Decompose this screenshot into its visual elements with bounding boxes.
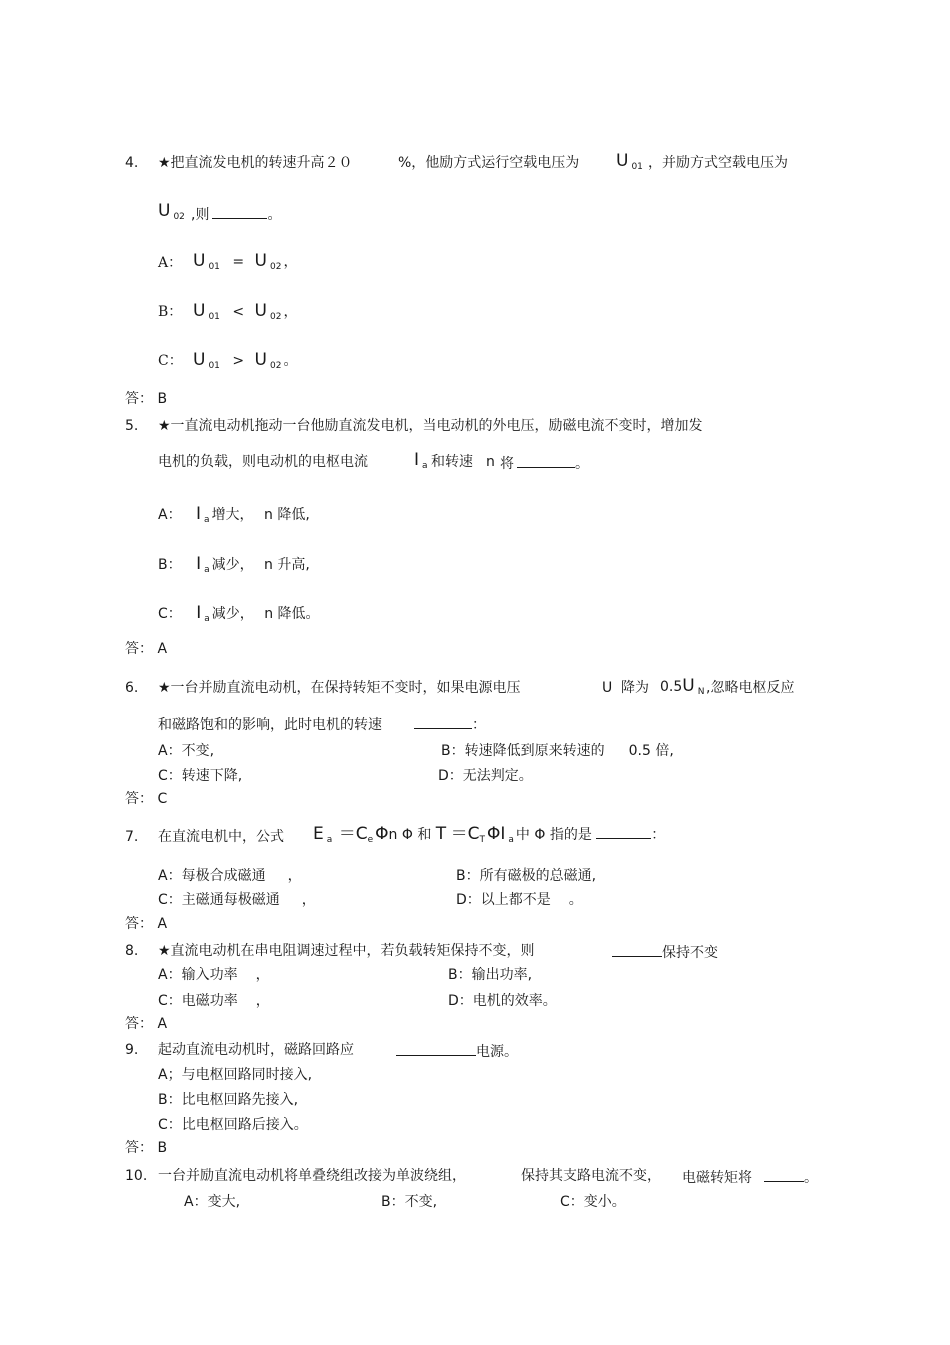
q6-stem-line1: ★一台并励直流电动机，在保持转矩不变时，如果电源电压	[158, 680, 521, 696]
q4-option-c: U $_{01}$ > U $_{02}$ 。	[193, 350, 298, 371]
q6-stem-line2: 和磁路饱和的影响，此时电机的转速 ：	[158, 717, 486, 733]
q4-u01: U $_{01}$	[616, 151, 643, 172]
q6-option-c: C：转速下降,	[158, 768, 243, 784]
q5-stem-line1: ★一直流电动机拖动一台他励直流发电机，当电动机的外电压，励磁电流不变时，增加发	[158, 418, 703, 434]
q6-number: 6.	[125, 680, 139, 696]
q7-answer: 答： A	[125, 916, 168, 932]
q9-number: 9.	[125, 1042, 139, 1058]
q4-option-b: U $_{01}$ < U $_{02}$ ，	[193, 301, 298, 322]
q9-answer: 答： B	[125, 1140, 168, 1156]
q5-answer: 答： A	[125, 641, 168, 657]
q4-number: 4.	[125, 155, 139, 171]
q8-option-d: D：电机的效率。	[448, 993, 557, 1009]
q4-option-a-label: A：	[158, 255, 183, 271]
q10-stem-part2: 保持其支路电流不变，	[521, 1168, 661, 1184]
q8-number: 8.	[125, 943, 139, 959]
q10-number: 10.	[125, 1168, 148, 1184]
q9-option-a: A；与电枢回路同时接入,	[158, 1067, 313, 1083]
q7-number: 7.	[125, 829, 139, 845]
q8-option-b: B：输出功率,	[448, 967, 533, 983]
q6-option-b: B：转速降低到原来转速的 0.5 倍,	[441, 743, 674, 759]
q6-answer: 答： C	[125, 791, 168, 807]
q5-stem-line2a: 电机的负载，则电动机的电枢电流	[158, 454, 368, 470]
q5-number: 5.	[125, 418, 139, 434]
q5-ia: I $_a$	[414, 450, 428, 471]
q6-half-un: 0.5U $_N$	[660, 676, 705, 697]
q4-stem-pct: %，他励方式运行空载电压为	[398, 155, 580, 171]
q8-stem-line1-end: 保持不变	[612, 944, 718, 960]
q7-option-d: D：以上都不是 。	[456, 892, 583, 908]
q9-stem-line1: 起动直流电动机时，磁路回路应	[158, 1042, 354, 1058]
q6-stem-mid: 降为	[621, 680, 649, 696]
q4-stem-line1-end: ，并励方式空载电压为	[648, 155, 788, 171]
q8-answer: 答： A	[125, 1016, 168, 1032]
q4-stem-line1: ★把直流发电机的转速升高２０	[158, 155, 353, 171]
q7-formula: E $_a =C_e$ Φn Φ 和 $T =C_T$ ΦI $_a$ 中 Φ 指的是 ：	[313, 824, 666, 845]
q6-option-a: A：不变,	[158, 743, 215, 759]
q5-stem-line2c: 将 。	[500, 456, 589, 472]
q8-option-a: A：输入功率 ，	[158, 967, 270, 983]
q5-option-a: A： I $_a$ 增大， n 降低,	[158, 504, 310, 525]
q5-option-b: B： I $_a$ 减少， n 升高,	[158, 554, 310, 575]
q10-option-c: C：变小。	[560, 1194, 626, 1210]
q7-option-a: A：每极合成磁通 ，	[158, 868, 302, 884]
q4-u02: U $_{02}$	[158, 201, 185, 222]
q9-stem-line1-end: 电源。	[396, 1043, 518, 1059]
q4-answer: 答： B	[125, 391, 168, 407]
q9-option-b: B：比电枢回路先接入,	[158, 1092, 299, 1108]
q8-stem-line1: ★直流电动机在串电阻调速过程中，若负载转矩保持不变，则	[158, 943, 535, 959]
q10-stem-part1: 一台并励直流电动机将单叠绕组改接为单波绕组，	[158, 1168, 466, 1184]
q7-stem-line1: 在直流电机中，公式	[158, 829, 284, 845]
q9-option-c: C：比电枢回路后接入。	[158, 1117, 308, 1133]
q4-option-a: U $_{01}$ = U $_{02}$ ，	[193, 251, 298, 272]
q7-option-b: B：所有磁极的总磁通,	[456, 868, 597, 884]
q5-option-c: C： I $_a$ 减少， n 降低。	[158, 603, 320, 624]
q4-option-b-label: B：	[158, 304, 183, 320]
q5-stem-line2b: 和转速	[431, 454, 473, 470]
q8-option-c: C：电磁功率 ，	[158, 993, 270, 1009]
q5-n: n	[486, 454, 495, 470]
q7-option-c: C：主磁通每极磁通 ，	[158, 892, 316, 908]
q4-option-c-label: C：	[158, 353, 183, 369]
q10-option-b: B：不变,	[381, 1194, 438, 1210]
q4-stem-line2: ,则 。	[191, 207, 282, 223]
q10-option-a: A：变大,	[184, 1194, 241, 1210]
q10-stem-part3: 电磁转矩将 。	[682, 1170, 818, 1186]
q6-option-d: D：无法判定。	[438, 768, 533, 784]
q6-u: U	[602, 680, 613, 696]
q6-stem-line1-end: ,忽略电枢反应	[706, 680, 795, 696]
